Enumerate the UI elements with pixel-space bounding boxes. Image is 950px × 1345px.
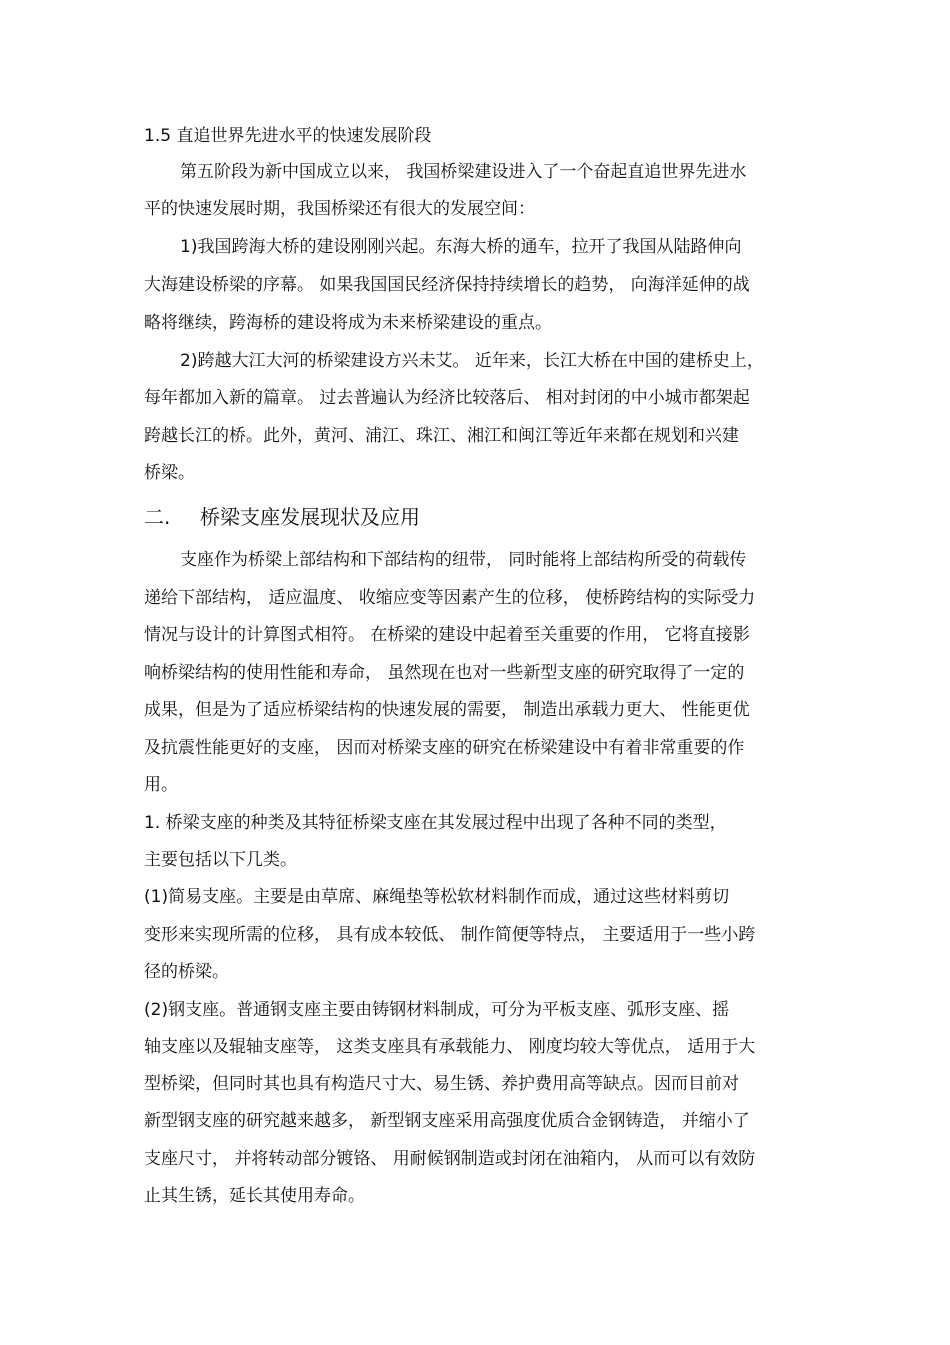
paragraph-line: 径的桥梁。 [144,962,229,982]
paragraph-line: 第五阶段为新中国成立以来， 我国桥梁建设进入了一个奋起直追世界先进水 [180,162,747,182]
paragraph-line: 跨越长江的桥。此外，黄河、浦江、珠江、湘江和闽江等近年来都在规划和兴建 [144,426,739,446]
paragraph-line: 成果，但是为了适应桥梁结构的快速发展的需要， 制造出承载力更大、 性能更优 [144,700,750,720]
paragraph-line: (2)钢支座。普通钢支座主要由铸钢材料制成，可分为平板支座、弧形支座、摇 [144,1000,730,1020]
paragraph-line: 支座尺寸， 并将转动部分镀铬、 用耐候钢制造或封闭在油箱内， 从而可以有效防 [144,1149,756,1169]
paragraph-line: 每年都加入新的篇章。 过去普遍认为经济比较落后、 相对封闭的中小城市都架起 [144,388,750,408]
paragraph-line: 情况与设计的计算图式相符。 在桥梁的建设中起着至关重要的作用， 它将直接影 [144,625,750,645]
paragraph-line: 型桥梁，但同时其也具有构造尺寸大、易生锈、养护费用高等缺点。因而目前对 [144,1074,739,1094]
paragraph-line: 递给下部结构， 适应温度、 收缩应变等因素产生的位移， 使桥跨结构的实际受力 [144,588,756,608]
paragraph-line: 1)我国跨海大桥的建设刚刚兴起。东海大桥的通车，拉开了我国从陆路伸向 [180,237,742,257]
paragraph-line: 响桥梁结构的使用性能和寿命， 虽然现在也对一些新型支座的研究取得了一定的 [144,663,745,683]
paragraph-line: 大海建设桥梁的序幕。 如果我国国民经济保持持续增长的趋势， 向海洋延伸的战 [144,275,750,295]
paragraph-line: 新型钢支座的研究越来越多， 新型钢支座采用高强度优质合金钢铸造， 并缩小了 [144,1111,750,1131]
section-title: 桥梁支座发展现状及应用 [200,505,420,529]
section-number: 二. [144,505,171,529]
paragraph-line: 主要包括以下几类。 [144,850,297,870]
paragraph-line: 变形来实现所需的位移， 具有成本较低、 制作简便等特点， 主要适用于一些小跨 [144,925,756,945]
section-heading-2 [144,505,420,529]
paragraph-line: (1)简易支座。主要是由草席、麻绳垫等松软材料制作而成，通过这些材料剪切 [144,887,730,907]
paragraph-line: 桥梁。 [144,463,195,483]
paragraph-line: 略将继续，跨海桥的建设将成为未来桥梁建设的重点。 [144,313,552,333]
paragraph-line: 轴支座以及辊轴支座等， 这类支座具有承载能力、 刚度均较大等优点， 适用于大 [144,1037,756,1057]
section-heading-1-5: 1.5 直追世界先进水平的快速发展阶段 [144,126,432,146]
paragraph-line: 及抗震性能更好的支座， 因而对桥梁支座的研究在桥梁建设中有着非常重要的作 [144,738,745,758]
paragraph-line: 2)跨越大江大河的桥梁建设方兴未艾。 近年来，长江大桥在中国的建桥史上， [180,351,764,371]
paragraph-line: 支座作为桥梁上部结构和下部结构的纽带， 同时能将上部结构所受的荷载传 [180,550,747,570]
paragraph-line: 平的快速发展时期，我国桥梁还有很大的发展空间： [144,199,535,219]
paragraph-line: 1. 桥梁支座的种类及其特征桥梁支座在其发展过程中出现了各种不同的类型， [144,813,727,833]
paragraph-line: 用。 [144,775,178,795]
paragraph-line: 止其生锈，延长其使用寿命。 [144,1186,365,1206]
